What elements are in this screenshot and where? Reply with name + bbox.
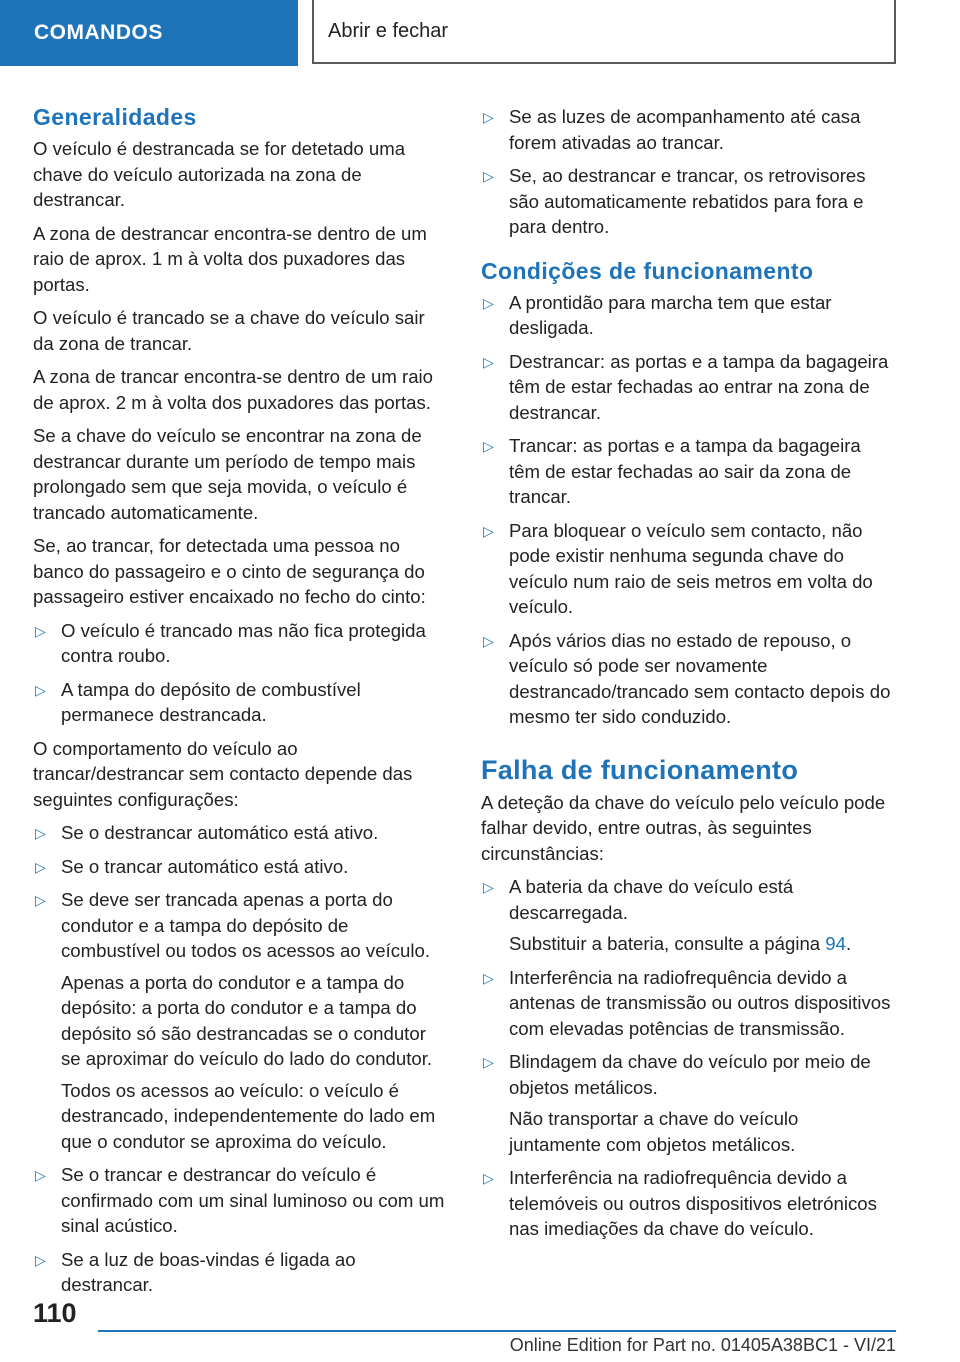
edition-footer: Online Edition for Part no. 01405A38BC1 - VI/21 [509, 1335, 896, 1355]
triangle-bullet-icon: ▷ [35, 858, 46, 875]
list-item: ▷ A tampa do depósito de combustível permanece destrancada. [35, 678, 361, 725]
list-item: ▷ Se o trancar e destrancar do veículo é confirmado com um sinal luminoso ou com um sinal acústico. [35, 1164, 445, 1236]
heading-generalidades: Generalidades [33, 104, 197, 130]
list-item: ▷ A prontidão para marcha tem que estar desligada. [483, 291, 832, 338]
list-item: ▷ Destrancar: as portas e a tampa da bagageira têm de estar fechadas ao entrar na zona de destrancar. [483, 350, 889, 423]
triangle-bullet-icon: ▷ [35, 892, 46, 908]
triangle-bullet-icon: ▷ [483, 294, 494, 311]
list-item: ▷ Se as luzes de acompanhamento até casa forem ativadas ao trancar. [483, 106, 861, 153]
triangle-bullet-icon: ▷ [35, 622, 46, 639]
paragraph: O veículo é trancado se a chave do veículo sair da zona de trancar. [33, 307, 425, 354]
sub-paragraph: Apenas a porta do condutor e a tampa do depósito: a porta do condutor e a tampa do depósito só são destrancadas se o condutor se aproximar do veículo do lado do condutor. [61, 971, 433, 1069]
triangle-bullet-icon: ▷ [35, 1167, 46, 1183]
paragraph: A zona de destrancar encontra-se dentro de um raio de aprox. 1 m à volta dos puxadores das portas. [33, 222, 427, 295]
triangle-bullet-icon: ▷ [35, 681, 46, 698]
sub-paragraph: Todos os acessos ao veículo: o veículo é destrancado, independentemente do lado em que o condutor se aproxima do veículo. [61, 1079, 436, 1152]
paragraph: Se a chave do veículo se encontrar na zona de destrancar durante um período de tempo mais prolongado sem que seja movida, o veículo é trancado automaticamente. [33, 425, 422, 523]
list-item: ▷ Trancar: as portas e a tampa da bagageira têm de estar fechadas ao sair da zona de trancar. [483, 435, 861, 507]
triangle-bullet-icon: ▷ [483, 168, 494, 184]
list-item: ▷ Interferência na radiofrequência devido a telemóveis ou outros dispositivos eletrónicos nas imediações da chave do veículo. [483, 1167, 877, 1239]
list-item: ▷ Se a luz de boas-vindas é ligada ao destrancar. [35, 1248, 356, 1295]
triangle-bullet-icon: ▷ [483, 522, 494, 539]
right-column [481, 100, 895, 1250]
triangle-bullet-icon: ▷ [483, 353, 494, 370]
page-link[interactable]: 94 [825, 933, 846, 954]
triangle-bullet-icon: ▷ [483, 632, 494, 649]
paragraph: O comportamento do veículo ao trancar/destrancar sem contacto depende das seguintes configurações: [33, 737, 413, 810]
paragraph: O veículo é destrancada se for detetado uma chave do veículo autorizada na zona de destrancar. [33, 138, 406, 210]
section-title: COMANDOS [34, 21, 163, 44]
bullet-list [481, 290, 895, 730]
list-item: ▷ Blindagem da chave do veículo por meio de objetos metálicos. Não transportar a chave do veículo juntamente com objetos metálicos. [481, 1049, 895, 1157]
page-number: 110 [33, 1298, 77, 1328]
topic-header [312, 0, 896, 64]
list-item: ▷ O veículo é trancado mas não fica protegida contra roubo. [35, 619, 426, 666]
triangle-bullet-icon: ▷ [483, 109, 494, 125]
triangle-bullet-icon: ▷ [483, 1054, 494, 1070]
paragraph: Se, ao trancar, for detectada uma pessoa no banco do passageiro e o cinto de segurança do passageiro estiver encaixado no fecho do cinto: [33, 535, 426, 607]
paragraph: A zona de trancar encontra-se dentro de um raio de aprox. 2 m à volta dos puxadores das portas. [33, 366, 434, 413]
footer-divider [98, 1330, 896, 1332]
left-column [33, 100, 447, 1306]
bullet-list [481, 104, 895, 240]
list-item: ▷ Interferência na radiofrequência devido a antenas de transmissão ou outros dispositivos com elevadas potências de transmissão. [483, 966, 891, 1039]
triangle-bullet-icon: ▷ [483, 438, 494, 454]
triangle-bullet-icon: ▷ [483, 1170, 494, 1186]
list-item: ▷ A bateria da chave do veículo está descarregada. Substituir a bateria, consulte a página 94. [481, 874, 895, 957]
list-item: ▷ Se deve ser trancada apenas a porta do condutor e a tampa do depósito de combustível ou todos os acessos ao veículo. Apenas a porta do condutor e a tampa do depósito: a porta do condutor e a tampa do depósito só são destrancadas se o condutor se aproximar do veículo do lado do condutor. Todos os acessos ao veículo: o veículo é destrancado, independentemente do lado em que o condutor se aproxima do veículo. [33, 887, 447, 1154]
list-item: ▷ Para bloquear o veículo sem contacto, não pode existir nenhuma segunda chave do veículo num raio de seis metros em volta do veículo. [483, 519, 873, 617]
list-item: ▷ Se o trancar automático está ativo. [33, 854, 447, 880]
bullet-list [33, 618, 447, 728]
topic-title: Abrir e fechar [328, 19, 449, 42]
heading-falha: Falha de funcionamento [481, 754, 799, 785]
bullet-list [481, 874, 895, 1242]
triangle-bullet-icon: ▷ [35, 825, 46, 841]
triangle-bullet-icon: ▷ [483, 969, 494, 986]
triangle-bullet-icon: ▷ [483, 879, 494, 895]
triangle-bullet-icon: ▷ [35, 1251, 46, 1268]
list-item: ▷ Se o destrancar automático está ativo. [33, 820, 447, 846]
heading-condicoes: Condições de funcionamento [481, 257, 814, 284]
bullet-list [33, 820, 447, 1298]
list-item: ▷ Se, ao destrancar e trancar, os retrovisores são automaticamente rebatidos para fora e para dentro. [483, 165, 866, 237]
paragraph: A deteção da chave do veículo pelo veículo pode falhar devido, entre outras, às seguintes circunstâncias: [481, 791, 886, 864]
sub-paragraph: Não transportar a chave do veículo juntamente com objetos metálicos. [509, 1108, 799, 1155]
sub-paragraph: Substituir a bateria, consulte a página 94. [509, 933, 852, 954]
list-item: ▷ Após vários dias no estado de repouso, o veículo só pode ser novamente destrancado/trancado sem contacto depois do mesmo ter sido conduzido. [483, 629, 891, 727]
section-tab [0, 0, 298, 66]
